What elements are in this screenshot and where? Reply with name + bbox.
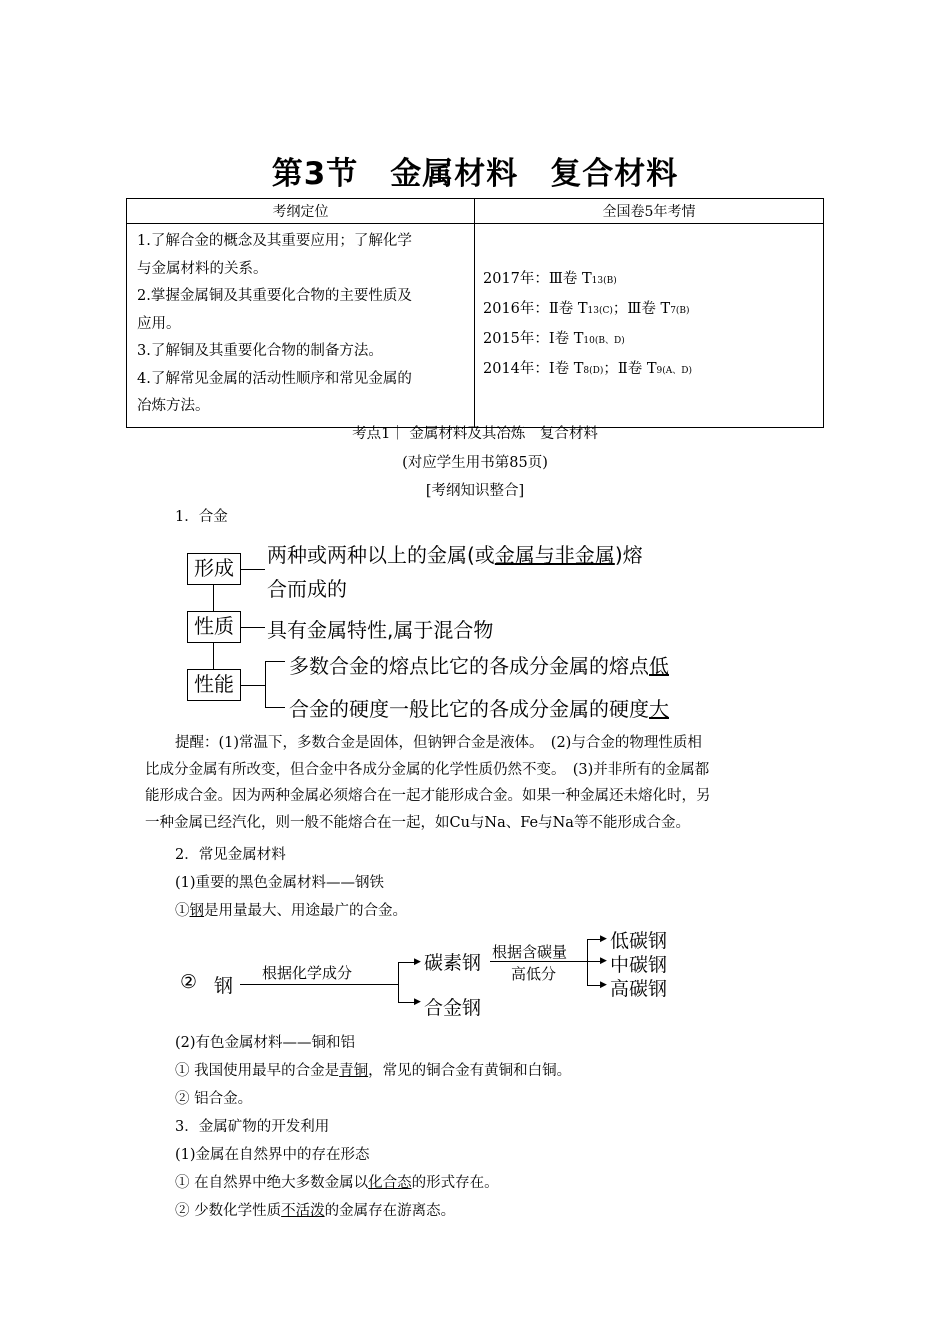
- exam-row: 2016年：Ⅱ卷 T13(C)；Ⅲ卷 T7(B): [483, 301, 690, 318]
- classification-by-carbon: 根据含碳量: [492, 943, 568, 961]
- syllabus-line: 2.掌握金属铜及其重要化合物的主要性质及: [137, 288, 412, 304]
- syllabus-line: 与金属材料的关系。: [137, 260, 268, 277]
- syllabus-line: 3.了解铜及其重要化合物的制备方法。: [137, 343, 383, 359]
- box-formation: 形成: [187, 553, 241, 585]
- medium-carbon-steel: 中碳钢: [610, 954, 668, 976]
- exam-row: 2015年：Ⅰ卷 T10(B、D): [483, 331, 625, 348]
- section-tag: [考纲知识整合]: [425, 483, 525, 499]
- free-state-note: ② 少数化学性质不活泼的金属存在游离态。: [175, 1203, 456, 1219]
- reminder-line: 提醒：(1)常温下，多数合金是固体，但钠钾合金是液体。 (2)与合金的物理性质相: [175, 735, 702, 751]
- nonferrous-metals: (2)有色金属材料——铜和铝: [175, 1035, 356, 1051]
- bracket-line: [265, 707, 285, 708]
- compound-state-note: ① 在自然界中绝大多数金属以化合态的形式存在。: [175, 1175, 499, 1191]
- bracket-line: [398, 962, 399, 1002]
- connector-line: [241, 685, 265, 686]
- table-header-exam: 全国卷5年考情: [475, 199, 824, 224]
- syllabus-line: 1.了解合金的概念及其重要应用；了解化学: [137, 233, 412, 249]
- table-header-syllabus: 考纲定位: [127, 199, 475, 224]
- formation-text: 两种或两种以上的金属(或金属与非金属)熔: [267, 543, 643, 567]
- arrow-head-icon: ▶: [414, 997, 421, 1007]
- aluminum-alloy-note: ② 铝合金。: [175, 1091, 253, 1107]
- arrow-line: [240, 984, 398, 985]
- syllabus-table: [126, 198, 824, 428]
- reminder-line: 一种金属已经汽化，则一般不能熔合在一起，如Cu与Na、Fe与Na等不能形成合金。: [145, 814, 690, 831]
- bracket-line: [587, 939, 588, 985]
- performance-melting: 多数合金的熔点比它的各成分金属的熔点低: [289, 654, 669, 678]
- steel-note: ①钢是用量最大、用途最广的合金。: [175, 903, 407, 919]
- natural-forms: (1)金属在自然界中的存在形态: [175, 1147, 370, 1163]
- alloy-steel: 合金钢: [424, 997, 482, 1019]
- reminder-line: 比成分金属有所改变，但合金中各成分金属的化学性质仍然不变。 (3)并非所有的金属都: [145, 761, 710, 778]
- performance-hardness: 合金的硬度一般比它的各成分金属的硬度大: [289, 697, 669, 721]
- arrow-head-icon: ▶: [414, 957, 421, 967]
- steel-label: 钢: [214, 975, 234, 997]
- reminder-line: 能形成合金。因为两种金属必须熔合在一起才能形成合金。如果一种金属还未熔化时，另: [145, 788, 711, 804]
- exam-row: 2017年：Ⅲ卷 T13(B): [483, 271, 617, 288]
- ferrous-metals: (1)重要的黑色金属材料——钢铁: [175, 875, 385, 891]
- bracket-line: [265, 661, 285, 662]
- classification-by-carbon-2: 高低分: [511, 965, 557, 983]
- section-heading: 考点1｜ 金属材料及其冶炼 复合材料: [352, 426, 598, 442]
- heading-metal-materials: 2．常见金属材料: [175, 847, 286, 863]
- high-carbon-steel: 高碳钢: [610, 978, 668, 1000]
- arrow-head-icon: ▶: [600, 980, 607, 990]
- page-title: 第3节 金属材料 复合材料: [271, 156, 679, 192]
- connector-line: [213, 585, 214, 611]
- syllabus-line: 4.了解常见金属的活动性顺序和常见金属的: [137, 370, 412, 387]
- connector-line: [241, 627, 265, 628]
- classification-by-composition: 根据化学成分: [262, 964, 353, 982]
- box-performance: 性能: [187, 669, 241, 701]
- heading-alloy: 1．合金: [175, 509, 228, 525]
- box-property: 性质: [187, 611, 241, 643]
- carbon-steel: 碳素钢: [424, 952, 482, 974]
- exam-row: 2014年：Ⅰ卷 T8(D)；Ⅱ卷 T9(A、D): [483, 361, 692, 378]
- reminder-paragraph: [145, 730, 815, 836]
- heading-ore-use: 3．金属矿物的开发利用: [175, 1119, 330, 1135]
- item-number: ②: [180, 971, 198, 993]
- property-text: 具有金属特性,属于混合物: [267, 618, 494, 642]
- connector-line: [241, 569, 265, 570]
- bracket-line: [265, 661, 266, 707]
- connector-line: [213, 643, 214, 669]
- syllabus-points: [127, 224, 475, 428]
- exam-history: [475, 224, 824, 428]
- arrow-head-icon: ▶: [600, 934, 607, 944]
- syllabus-line: 冶炼方法。: [137, 398, 210, 414]
- arrow-line: [490, 961, 587, 962]
- arrow-head-icon: ▶: [600, 956, 607, 966]
- formation-text-cont: 合而成的: [267, 577, 347, 601]
- low-carbon-steel: 低碳钢: [610, 930, 668, 952]
- copper-alloy-note: ① 我国使用最早的合金是青铜，常见的铜合金有黄铜和白铜。: [175, 1063, 572, 1079]
- page-reference: (对应学生用书第85页): [402, 455, 548, 471]
- syllabus-line: 应用。: [137, 315, 181, 332]
